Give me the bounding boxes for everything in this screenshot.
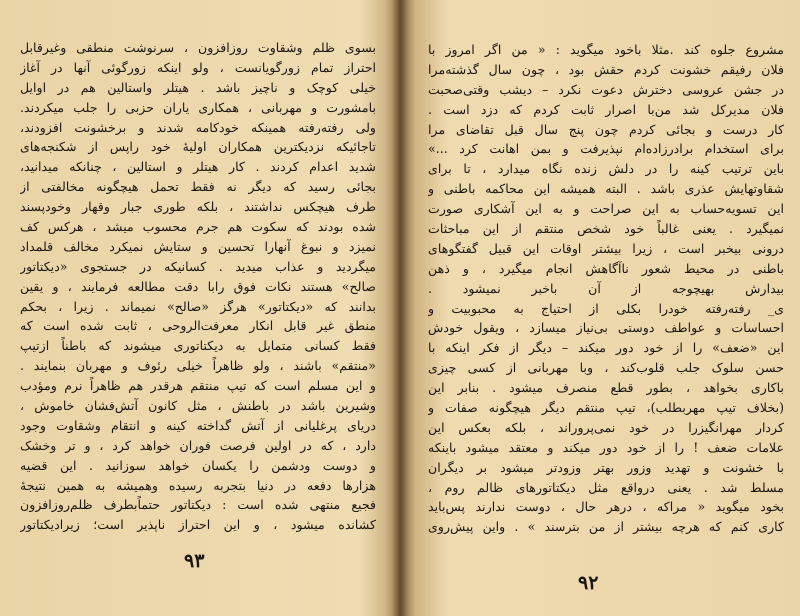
text-line: با خشونت و تهدید وزور بهتر وزودتر میشود بر دیگران	[428, 459, 784, 475]
left-page-number: ۹۳	[184, 550, 205, 572]
text-line: درونی بیخبر است ، زیرا بیشتر اوقات این قبیل گفتگوهای	[428, 240, 784, 256]
text-line: علامات ضعف ! را از خود دور میکند و معتقد میشود باینکه	[428, 439, 784, 455]
text-line: کار درست و بجائی کردم چون پنج سال قبل تقاضای مرا	[428, 121, 784, 137]
text-line: احتراز تمام زورگویانست ، ولو اینکه زورگوئی آنها در آغاز	[20, 59, 376, 75]
text-line: بسوی ظلم وشقاوت روزافزون ، سرنوشت منطقی وغیرقابل	[20, 40, 376, 55]
text-line: دارد ، که در اولین فرصت فوران خواهد کرد ، و تر وخشک	[20, 437, 376, 453]
text-line: هزارها دفعه در دنیا بتجربه رسیده وهمیشه به همین نتیجهٔ	[20, 477, 376, 493]
left-page	[0, 0, 398, 616]
text-line: این «ضعف» را از خود دور میکند – دیگر از فکر اینکه با	[428, 340, 784, 356]
text-line: بیدارش بهیچوجه از آن باخبر نمیشود .	[428, 280, 784, 296]
right-page-text	[428, 40, 784, 537]
text-line: احساسات و عواطف دوستی بی‌نیاز میسازد ، ویقول خودش	[428, 320, 784, 336]
text-line: شقاوتهایش عذری باشد . البته همیشه این محاکمه باطنی و	[428, 181, 784, 197]
text-line: ولی رفته‌رفته همینکه خودکامه شدند و برخشونت افزودند،	[20, 119, 376, 135]
text-line: صالح» هستند نکات فوق رابا دقت مطالعه فرمایند ، و یقین	[20, 278, 376, 294]
text-line: مسلط شد . یعنی درواقع مثل دیکتاتورهای ظالم روم ،	[428, 479, 784, 495]
text-line: «منتقم» باشند ، ولو ظاهراً خیلی رئوف و مهربان بنمایند .	[20, 358, 376, 374]
text-line: (بخلاف تیپ مهربطلب)، تیپ منتقم دیگر هیچگونه صفات و	[428, 400, 784, 416]
text-line: بامشورت و مهربانی ، همکاری یاران حزبی را جلب میکردند.	[20, 99, 376, 115]
text-line: کاری کنم که هرچه بیشتر از من بترسند » . واین پیش‌روی	[428, 519, 784, 535]
text-line: نمیگیرد . یعنی غالباً خود شخص منتقم از این مباحثات	[428, 221, 784, 237]
text-line: فجیع منتهی شده است : دیکتاتور حتماًبطرف ظلم‌روزافزون	[20, 497, 376, 513]
text-line: منطق غیر قابل انکار معرفت‌الروحی ، ثابت شده است که	[20, 318, 376, 334]
text-line: فلان رفیقم خشونت کردم حقش بود ، چون سال گذشته‌مرا	[428, 61, 784, 77]
text-line: میگردید و عذاب میدید . کسانیکه در جستجوی «دیکتاتور	[20, 258, 376, 274]
text-line: فقط کسانی متمایل به دیکتاتوری میشوند که باطناً ازتیپ	[20, 338, 376, 354]
text-line: باکاری بخواهد ، بطور قطع منصرف میشود . بنابر این	[428, 380, 784, 396]
text-line: و دوست ودشمن را یکسان خواهد سوزانید . این قضیه	[20, 457, 376, 473]
text-line: این تسویه‌حساب به این صراحت و به این آشکاری صورت	[428, 201, 784, 217]
text-line: شده بودند که سکوت هم جرم محسوب میشد ، هرکس کف	[20, 219, 376, 235]
text-line: برای استخدام برادرزاده‌ام نپذیرفت و بمن اهانت کرد ...»	[428, 141, 784, 157]
right-page	[402, 0, 800, 616]
text-line: وشیرین باشد در باطنش ، مثل کانون آتش‌فشان خاموش ،	[20, 398, 376, 414]
text-line: طرف هیچکس نداشتند ، بلکه طوری جبار وقهار وخودپسند	[20, 199, 376, 215]
text-line: خیلی کوچک و ناچیز باشد . هیتلر واستالین هم در اوایل	[20, 79, 376, 95]
text-line: دریای پرغلیانی از آتش گداخته کینه و انتقام وشقاوت وجود	[20, 417, 376, 433]
text-line: شدید اعدام کردند . کار هیتلر و استالین ، چنانکه میدانید،	[20, 159, 376, 175]
text-line: باین ترتیب کینه را در دلش زنده نگاه میدارد ، تا برای	[428, 161, 784, 177]
text-line: مشروع جلوه کند .مثلا باخود میگوید : « من اگر امروز با	[428, 42, 784, 57]
text-line: ی_ رفته‌رفته خودرا بکلی از احتیاج به محبوبیت و	[428, 300, 784, 316]
right-page-number: ۹۲	[578, 572, 599, 594]
text-line: فلان مدیرکل شد من‌با اصرار ثابت کردم که دزد است .	[428, 101, 784, 117]
text-line: بخود میگوید « مراکه ، درهر حال ، دوست ندارند پس‌باید	[428, 499, 784, 515]
text-line: کشانده میشود ، و این احتراز ناپذیر است؛ زیرادیکتاتور	[20, 517, 376, 533]
text-line: بجائی رسید که دیگر نه فقط تحمل هیچگونه مخالفتی از	[20, 179, 376, 195]
text-line: تاجائیکه نزدیکترین همکاران اولیهٔ خود راپس از شکنجه‌های	[20, 139, 376, 155]
text-line: نمیزد و نبوغ آنهارا تحسین و ستایش نمیکرد مخالف قلمداد	[20, 238, 376, 254]
text-line: و این مسلم است که تیپ منتقم هرقدر هم ظاهراً نرم ومؤدب	[20, 378, 376, 394]
text-line: کردار مهرانگیزرا در خود نمی‌پروراند ، بلکه بعکس این	[428, 419, 784, 435]
left-page-text	[20, 38, 376, 535]
text-line: بدانند که «دیکتاتور» هرگز «صالح» نمیماند . زیرا ، بحکم	[20, 298, 376, 314]
text-line: باطنی در محیط شعور ناآگاهش انجام میگیرد ، و ذهن	[428, 260, 784, 276]
text-line: حسن سلوک جلب قلوب‌کند ، وبا مهربانی از کسی چیزی	[428, 360, 784, 376]
text-line: در جشن عروسی دخترش دعوت نکرد – دیشب وقتی‌صحبت	[428, 81, 784, 97]
